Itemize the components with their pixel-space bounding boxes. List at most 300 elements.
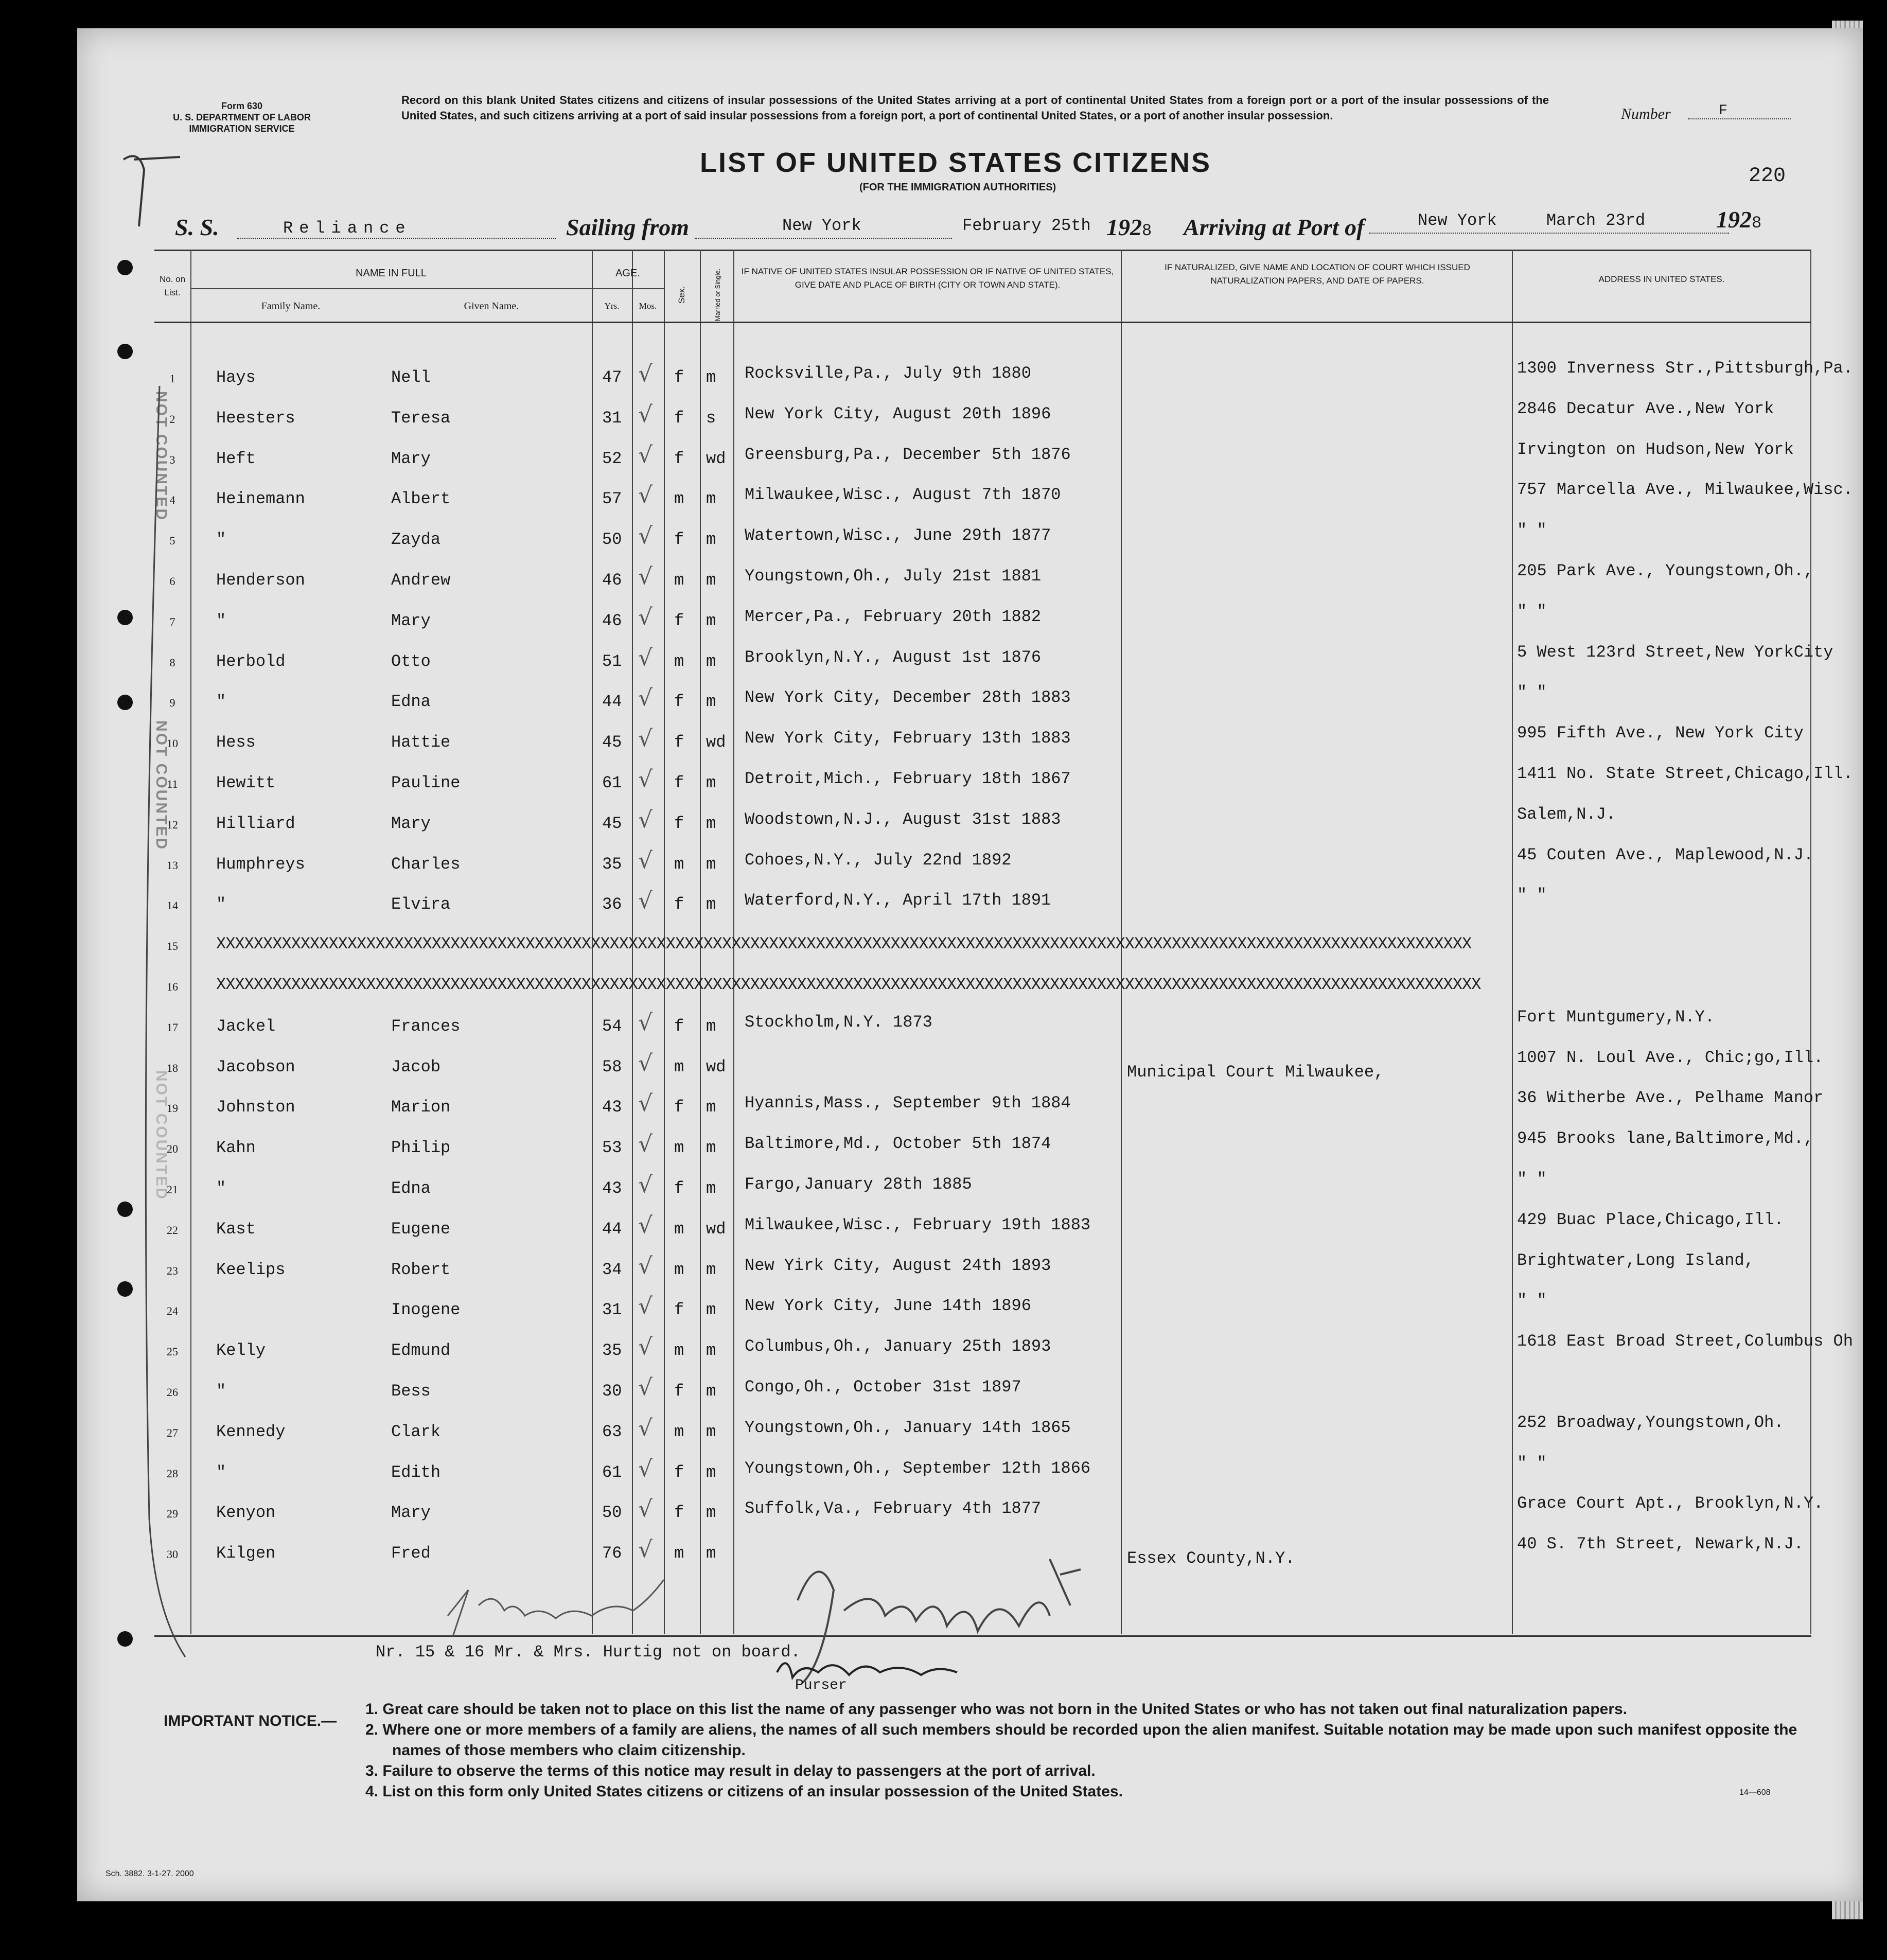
marital-status: m xyxy=(706,1544,716,1563)
marital-status: m xyxy=(706,1179,716,1198)
marital-status: m xyxy=(706,1422,716,1441)
given-name: Robert xyxy=(391,1260,451,1279)
check-mark: √ xyxy=(638,1334,653,1360)
address: Brightwater,Long Island, xyxy=(1517,1251,1754,1270)
birth-place-date: Youngstown,Oh., July 21st 1881 xyxy=(745,567,1042,586)
check-mark: √ xyxy=(638,726,653,752)
departure-port: New York xyxy=(782,216,861,235)
department-name: U. S. DEPARTMENT OF LABOR xyxy=(173,112,311,122)
age-years: 43 xyxy=(602,1098,622,1117)
sex: f xyxy=(674,530,684,549)
age-years: 31 xyxy=(602,409,622,428)
sex: f xyxy=(674,611,684,630)
row-number: 11 xyxy=(167,778,178,790)
ss-label: S. S. xyxy=(175,214,219,240)
address: 429 Buac Place,Chicago,Ill. xyxy=(1517,1210,1784,1229)
marital-status: m xyxy=(706,1300,716,1319)
family-name: Humphreys xyxy=(216,855,305,874)
address: Irvington on Hudson,New York xyxy=(1517,440,1794,459)
naturalization-court: Municipal Court Milwaukee, xyxy=(1127,1063,1384,1082)
row-number: 15 xyxy=(167,940,178,952)
sex: m xyxy=(674,1422,684,1441)
age-years: 45 xyxy=(602,733,622,752)
sex: f xyxy=(674,409,684,428)
check-mark: √ xyxy=(638,888,653,914)
given-name: Mary xyxy=(391,814,431,833)
age-years: 36 xyxy=(602,895,622,914)
address: 995 Fifth Ave., New York City xyxy=(1517,723,1804,743)
given-name: Elvira xyxy=(391,895,451,914)
given-name: Edmund xyxy=(391,1341,451,1360)
address: 1618 East Broad Street,Columbus Oh xyxy=(1517,1332,1853,1351)
sex: m xyxy=(674,1138,684,1157)
address: 36 Witherbe Ave., Pelhame Manor xyxy=(1517,1088,1824,1107)
given-name: Otto xyxy=(391,652,431,671)
check-mark: √ xyxy=(638,1090,653,1117)
marital-status: m xyxy=(706,489,716,508)
row-number: 21 xyxy=(167,1183,178,1196)
marital-status: m xyxy=(706,530,716,549)
family-name: Keelips xyxy=(216,1260,286,1279)
not-counted-stamp: NOT COUNTED xyxy=(153,720,170,851)
form-number: Form 630 xyxy=(221,101,263,111)
notice-list xyxy=(365,1699,1817,1802)
purser-label: Purser xyxy=(795,1678,847,1693)
row-number: 26 xyxy=(167,1386,178,1399)
sex: f xyxy=(674,895,684,914)
address: 757 Marcella Ave., Milwaukee,Wisc. xyxy=(1517,480,1853,499)
col-no: No. on List. xyxy=(159,274,186,297)
number-line xyxy=(1688,118,1791,119)
marital-status: m xyxy=(706,611,716,630)
given-name: Mary xyxy=(391,611,431,630)
col-given-name: Given Name. xyxy=(464,301,519,312)
col-months: Mos. xyxy=(639,301,657,311)
address: 1007 N. Loul Ave., Chic;go,Ill. xyxy=(1517,1048,1824,1067)
col-family-name: Family Name. xyxy=(261,301,321,312)
row-number: 25 xyxy=(167,1345,178,1358)
address: 1411 No. State Street,Chicago,Ill. xyxy=(1517,764,1853,783)
address: Grace Court Apt., Brooklyn,N.Y. xyxy=(1517,1494,1824,1513)
row-number: 6 xyxy=(169,575,175,588)
family-name: Heft xyxy=(216,449,256,468)
birth-place-date: New York City, June 14th 1896 xyxy=(745,1296,1031,1315)
given-name: Edith xyxy=(391,1463,441,1482)
row-number: 2 xyxy=(169,413,175,426)
row-number: 7 xyxy=(169,615,175,628)
punch-hole xyxy=(117,344,133,359)
sex: m xyxy=(674,1220,684,1239)
age-years: 50 xyxy=(602,530,622,549)
birth-place-date: Mercer,Pa., February 20th 1882 xyxy=(745,607,1042,626)
sex: m xyxy=(674,571,684,590)
year-prefix: 192 xyxy=(1106,214,1142,240)
address: 45 Couten Ave., Maplewood,N.J. xyxy=(1517,845,1814,864)
family-name: Hilliard xyxy=(216,814,295,833)
year-prefix: 192 xyxy=(1716,206,1752,233)
birth-place-date: Waterford,N.Y., April 17th 1891 xyxy=(745,891,1051,910)
notice-item: 3. Failure to observe the terms of this notice may result in delay to passengers at the port of arrival. xyxy=(365,1762,1096,1779)
check-mark: √ xyxy=(638,1456,653,1482)
birth-place-date: Milwaukee,Wisc., August 7th 1870 xyxy=(745,485,1061,504)
address: " " xyxy=(1517,1291,1547,1310)
address: 252 Broadway,Youngstown,Oh. xyxy=(1517,1413,1784,1432)
address: 1300 Inverness Str.,Pittsburgh,Pa. xyxy=(1517,359,1853,378)
birth-place-date: Woodstown,N.J., August 31st 1883 xyxy=(745,810,1061,829)
family-name: Kenyon xyxy=(216,1503,276,1522)
form-code: 14—608 xyxy=(1739,1788,1771,1797)
family-name: Heinemann xyxy=(216,489,305,508)
family-name: " xyxy=(216,530,226,549)
birth-place-date: Detroit,Mich., February 18th 1867 xyxy=(745,769,1071,788)
sex: f xyxy=(674,449,684,468)
sex: m xyxy=(674,1057,684,1076)
check-mark: √ xyxy=(638,361,653,387)
handwritten-notation xyxy=(437,1569,669,1647)
row-number: 29 xyxy=(167,1507,178,1520)
sex: f xyxy=(674,692,684,711)
row-number: 30 xyxy=(167,1548,178,1561)
check-mark: √ xyxy=(638,1496,653,1522)
sex: m xyxy=(674,1341,684,1360)
birth-place-date: Youngstown,Oh., September 12th 1866 xyxy=(745,1459,1091,1478)
service-name: IMMIGRATION SERVICE xyxy=(189,123,295,134)
check-mark: √ xyxy=(638,523,653,549)
not-counted-stamp: NOT COUNTED xyxy=(153,391,170,521)
address: 40 S. 7th Street, Newark,N.J. xyxy=(1517,1534,1804,1553)
given-name: Andrew xyxy=(391,571,451,590)
sex: f xyxy=(674,1179,684,1198)
marital-status: s xyxy=(706,409,716,428)
birth-place-date: Stockholm,N.Y. 1873 xyxy=(745,1013,932,1032)
address: " " xyxy=(1517,683,1547,702)
family-name: Kahn xyxy=(216,1138,256,1157)
age-years: 30 xyxy=(602,1382,622,1401)
birth-place-date: Brooklyn,N.Y., August 1st 1876 xyxy=(745,648,1042,667)
address: " " xyxy=(1517,602,1547,621)
sex: f xyxy=(674,1503,684,1522)
sex: f xyxy=(674,1017,684,1036)
family-name: " xyxy=(216,895,226,914)
age-years: 44 xyxy=(602,1220,622,1239)
age-years: 46 xyxy=(602,571,622,590)
header-divider xyxy=(190,288,592,289)
row-number: 13 xyxy=(167,859,178,872)
given-name: Nell xyxy=(391,368,431,387)
struck-entry: XXXXXXXXXXXXXXXXXXXXXXXXXXXXXXXXXXXXXXXXXXXXXXXXXXXXXXXXXXXXXXXXXXXXXXXXXXXXXXXXXXXXXXXXXXXXXXXXXXXXXXXXXXXXXXXXXXXXXXXXXXXXXXXXXXXXXX xyxy=(216,934,1472,953)
departure-year xyxy=(1106,214,1152,241)
arriving-label: Arriving at Port of xyxy=(1184,214,1365,240)
address: " " xyxy=(1517,521,1547,540)
marital-status: m xyxy=(706,855,716,874)
sex: f xyxy=(674,1382,684,1401)
given-name: Eugene xyxy=(391,1220,451,1239)
marital-status: m xyxy=(706,773,716,792)
age-years: 54 xyxy=(602,1017,622,1036)
marital-status: wd xyxy=(706,1220,726,1239)
check-mark: √ xyxy=(638,401,653,428)
row-number: 28 xyxy=(167,1467,178,1480)
notice-item: 1. Great care should be taken not to place on this list the name of any passenger who was not born in the United States or who has not taken out final naturalization papers. xyxy=(365,1701,1628,1718)
birth-place-date: New York City, December 28th 1883 xyxy=(745,688,1071,707)
marital-status: m xyxy=(706,368,716,387)
row-number: 20 xyxy=(167,1142,178,1155)
sex: f xyxy=(674,814,684,833)
row-number: 12 xyxy=(167,818,178,831)
notice-item: 2. Where one or more members of a family are aliens, the names of all such members should be recorded upon the alien manifest. Suitable notation may be made upon such manifest opposite the names of those members who claim citizenship. xyxy=(365,1721,1797,1759)
row-number: 8 xyxy=(169,656,175,669)
col-divider xyxy=(190,250,191,1634)
address: 2846 Decatur Ave.,New York xyxy=(1517,399,1774,418)
row-number: 27 xyxy=(167,1426,178,1439)
check-mark: √ xyxy=(638,685,653,711)
birth-place-date: Columbus,Oh., January 25th 1893 xyxy=(745,1337,1051,1356)
given-name: Albert xyxy=(391,489,451,508)
marital-status: m xyxy=(706,895,716,914)
row-number: 24 xyxy=(167,1304,178,1317)
check-mark: √ xyxy=(638,645,653,671)
page-number: 220 xyxy=(1749,165,1786,188)
row-number: 9 xyxy=(169,696,175,709)
family-name: " xyxy=(216,1179,226,1198)
check-mark: √ xyxy=(638,1050,653,1076)
family-name: Hewitt xyxy=(216,773,276,792)
number-label: Number xyxy=(1621,105,1671,122)
check-mark: √ xyxy=(638,1537,653,1563)
age-years: 45 xyxy=(602,814,622,833)
marital-status: m xyxy=(706,814,716,833)
year-digit: 8 xyxy=(1142,221,1152,240)
birth-place-date: Greensburg,Pa., December 5th 1876 xyxy=(745,445,1071,464)
punch-hole xyxy=(117,260,133,275)
family-name: Johnston xyxy=(216,1098,295,1117)
check-mark: √ xyxy=(638,1374,653,1401)
marital-status: wd xyxy=(706,449,726,468)
footer-note: Nr. 15 & 16 Mr. & Mrs. Hurtig not on board. xyxy=(376,1643,801,1662)
not-counted-stamp: NOT COUNTED xyxy=(153,1070,170,1200)
age-years: 31 xyxy=(602,1300,622,1319)
family-name: Heesters xyxy=(216,409,295,428)
marital-status: m xyxy=(706,1260,716,1279)
age-years: 58 xyxy=(602,1057,622,1076)
sex: f xyxy=(674,368,684,387)
family-name: Kilgen xyxy=(216,1544,276,1563)
family-name: Jacobson xyxy=(216,1057,295,1076)
arrival-year xyxy=(1716,206,1761,233)
age-years: 34 xyxy=(602,1260,622,1279)
row-number: 23 xyxy=(167,1264,178,1277)
given-name: Hattie xyxy=(391,733,451,752)
age-years: 44 xyxy=(602,692,622,711)
given-name: Charles xyxy=(391,855,461,874)
row-number: 4 xyxy=(169,493,175,506)
col-birth: IF NATIVE OF UNITED STATES INSULAR POSSESSION OR IF NATIVE OF UNITED STATES, GIVE DATE AND PLACE OF BIRTH (CITY OR TOWN AND STATE). xyxy=(741,267,1114,290)
birth-place-date: Suffolk,Va., February 4th 1877 xyxy=(745,1499,1042,1518)
port-line xyxy=(695,238,952,239)
age-years: 43 xyxy=(602,1179,622,1198)
check-mark: √ xyxy=(638,1131,653,1157)
col-sex: Sex. xyxy=(677,286,686,304)
col-address: ADDRESS IN UNITED STATES. xyxy=(1598,274,1725,284)
birth-place-date: Baltimore,Md., October 5th 1874 xyxy=(745,1134,1051,1153)
header-bottom xyxy=(154,322,1811,323)
sex: f xyxy=(674,733,684,752)
age-years: 63 xyxy=(602,1422,622,1441)
check-mark: √ xyxy=(638,1253,653,1279)
arrival-date: March 23rd xyxy=(1546,211,1646,230)
row-number: 1 xyxy=(169,372,175,385)
birth-place-date: New Yirk City, August 24th 1893 xyxy=(745,1256,1051,1275)
number-value: F xyxy=(1719,103,1727,119)
age-years: 35 xyxy=(602,855,622,874)
naturalization-court: Essex County,N.Y. xyxy=(1127,1549,1295,1568)
check-mark: √ xyxy=(638,1293,653,1319)
given-name: Inogene xyxy=(391,1300,461,1319)
header-divider xyxy=(592,288,664,289)
arrival-port: New York xyxy=(1418,211,1497,230)
given-name: Teresa xyxy=(391,409,451,428)
col-age: AGE. xyxy=(615,268,640,279)
sex: f xyxy=(674,1098,684,1117)
given-name: Mary xyxy=(391,449,431,468)
birth-place-date: Youngstown,Oh., January 14th 1865 xyxy=(745,1418,1071,1437)
address: " " xyxy=(1517,886,1547,905)
age-years: 52 xyxy=(602,449,622,468)
family-name: Kennedy xyxy=(216,1422,286,1441)
given-name: Edna xyxy=(391,1179,431,1198)
birth-place-date: Milwaukee,Wisc., February 19th 1883 xyxy=(745,1215,1091,1234)
family-name: Hess xyxy=(216,733,256,752)
col-years: Yrs. xyxy=(604,301,620,311)
ship-name: Reliance xyxy=(283,219,412,238)
check-mark: √ xyxy=(638,563,653,590)
family-name: Jackel xyxy=(216,1017,276,1036)
given-name: Marion xyxy=(391,1098,451,1117)
address: 205 Park Ave., Youngstown,Oh., xyxy=(1517,561,1814,580)
address: Fort Muntgumery,N.Y. xyxy=(1517,1008,1715,1027)
marital-status: m xyxy=(706,692,716,711)
birth-place-date: Hyannis,Mass., September 9th 1884 xyxy=(745,1093,1071,1113)
age-years: 35 xyxy=(602,1341,622,1360)
notice-label: IMPORTANT NOTICE.— xyxy=(164,1712,337,1729)
sex: f xyxy=(674,1300,684,1319)
check-mark: √ xyxy=(638,1415,653,1441)
given-name: Clark xyxy=(391,1422,441,1441)
sailing-label: Sailing from xyxy=(566,214,690,240)
family-name: Hays xyxy=(216,368,256,387)
birth-place-date: Rocksville,Pa., July 9th 1880 xyxy=(745,364,1031,383)
given-name: Mary xyxy=(391,1503,431,1522)
row-number: 14 xyxy=(167,899,178,912)
address: " " xyxy=(1517,1170,1547,1189)
col-naturalized: IF NATURALIZED, GIVE NAME AND LOCATION OF COURT WHICH ISSUED NATURALIZATION PAPERS, AND DATE OF PAPERS. xyxy=(1165,262,1470,286)
check-mark: √ xyxy=(638,1212,653,1239)
marital-status: m xyxy=(706,1382,716,1401)
birth-place-date: Cohoes,N.Y., July 22nd 1892 xyxy=(745,851,1012,870)
row-number: 18 xyxy=(167,1062,178,1074)
row-number: 16 xyxy=(167,980,178,993)
family-name: " xyxy=(216,611,226,630)
check-mark: √ xyxy=(638,766,653,792)
marital-status: m xyxy=(706,571,716,590)
ship-line xyxy=(237,238,556,239)
sex: f xyxy=(674,773,684,792)
family-name: " xyxy=(216,692,226,711)
marital-status: m xyxy=(706,1341,716,1360)
age-years: 76 xyxy=(602,1544,622,1563)
address: 945 Brooks lane,Baltimore,Md., xyxy=(1517,1129,1814,1148)
notice-item: 4. List on this form only United States citizens or citizens of an insular possession of the United States. xyxy=(365,1783,1123,1800)
arrival-line xyxy=(1369,233,1729,234)
age-years: 51 xyxy=(602,652,622,671)
marital-status: m xyxy=(706,1138,716,1157)
check-mark: √ xyxy=(638,807,653,833)
birth-place-date: Fargo,January 28th 1885 xyxy=(745,1175,972,1194)
marital-status: m xyxy=(706,1463,716,1482)
given-name: Edna xyxy=(391,692,431,711)
departure-date: February 25th xyxy=(962,216,1091,235)
marital-status: wd xyxy=(706,1057,726,1076)
family-name: Henderson xyxy=(216,571,305,590)
sex: m xyxy=(674,652,684,671)
family-name: Herbold xyxy=(216,652,286,671)
given-name: Philip xyxy=(391,1138,451,1157)
age-years: 47 xyxy=(602,368,622,387)
sex: m xyxy=(674,1260,684,1279)
age-years: 57 xyxy=(602,489,622,508)
page-subtitle: (FOR THE IMMIGRATION AUTHORITIES) xyxy=(859,182,1056,193)
row-number: 5 xyxy=(169,534,175,547)
check-mark: √ xyxy=(638,1010,653,1036)
printer-code: Sch. 3882. 3-1-27. 2000 xyxy=(105,1869,194,1878)
family-name: Kelly xyxy=(216,1341,266,1360)
sex: m xyxy=(674,1544,684,1563)
row-number: 22 xyxy=(167,1224,178,1237)
age-years: 61 xyxy=(602,1463,622,1482)
age-years: 61 xyxy=(602,773,622,792)
sex: f xyxy=(674,1463,684,1482)
col-married: Married or Single. xyxy=(714,268,721,322)
check-mark: √ xyxy=(638,847,653,874)
given-name: Jacob xyxy=(391,1057,441,1076)
handwritten-mark xyxy=(103,129,196,232)
marital-status: m xyxy=(706,1017,716,1036)
family-name: " xyxy=(216,1463,226,1482)
form-instruction: Record on this blank United States citizens and citizens of insular possessions of the United States arriving at a port of continental United States from a foreign port or a port of the insular possessions of the United States, and such citizens arriving at a port of said insular possessions from a foreign port, a port of continental United States, or a port of another insular possession. xyxy=(401,94,1549,122)
address: " " xyxy=(1517,1454,1547,1473)
check-mark: √ xyxy=(638,442,653,468)
struck-entry: XXXXXXXXXXXXXXXXXXXXXXXXXXXXXXXXXXXXXXXXXXXXXXXXXXXXXXXXXXXXXXXXXXXXXXXXXXXXXXXXXXXXXXXXXXXXXXXXXXXXXXXXXXXXXXXXXXXXXXXXXXXXXXXXXXXXXXX xyxy=(216,975,1481,994)
age-years: 46 xyxy=(602,611,622,630)
check-mark: √ xyxy=(638,482,653,508)
row-number: 3 xyxy=(169,453,175,466)
col-name-in-full: NAME IN FULL xyxy=(356,268,427,279)
address: 5 West 123rd Street,New YorkCity xyxy=(1517,643,1833,662)
margin-bracket xyxy=(129,386,190,1672)
given-name: Zayda xyxy=(391,530,441,549)
marital-status: m xyxy=(706,1098,716,1117)
check-mark: √ xyxy=(638,1172,653,1198)
family-name: Kast xyxy=(216,1220,256,1239)
marital-status: wd xyxy=(706,733,726,752)
birth-place-date: New York City, February 13th 1883 xyxy=(745,729,1071,748)
year-digit: 8 xyxy=(1752,214,1762,233)
row-number: 17 xyxy=(167,1021,178,1034)
age-years: 53 xyxy=(602,1138,622,1157)
check-mark: √ xyxy=(638,604,653,630)
birth-place-date: New York City, August 20th 1896 xyxy=(745,404,1051,423)
sex: m xyxy=(674,489,684,508)
